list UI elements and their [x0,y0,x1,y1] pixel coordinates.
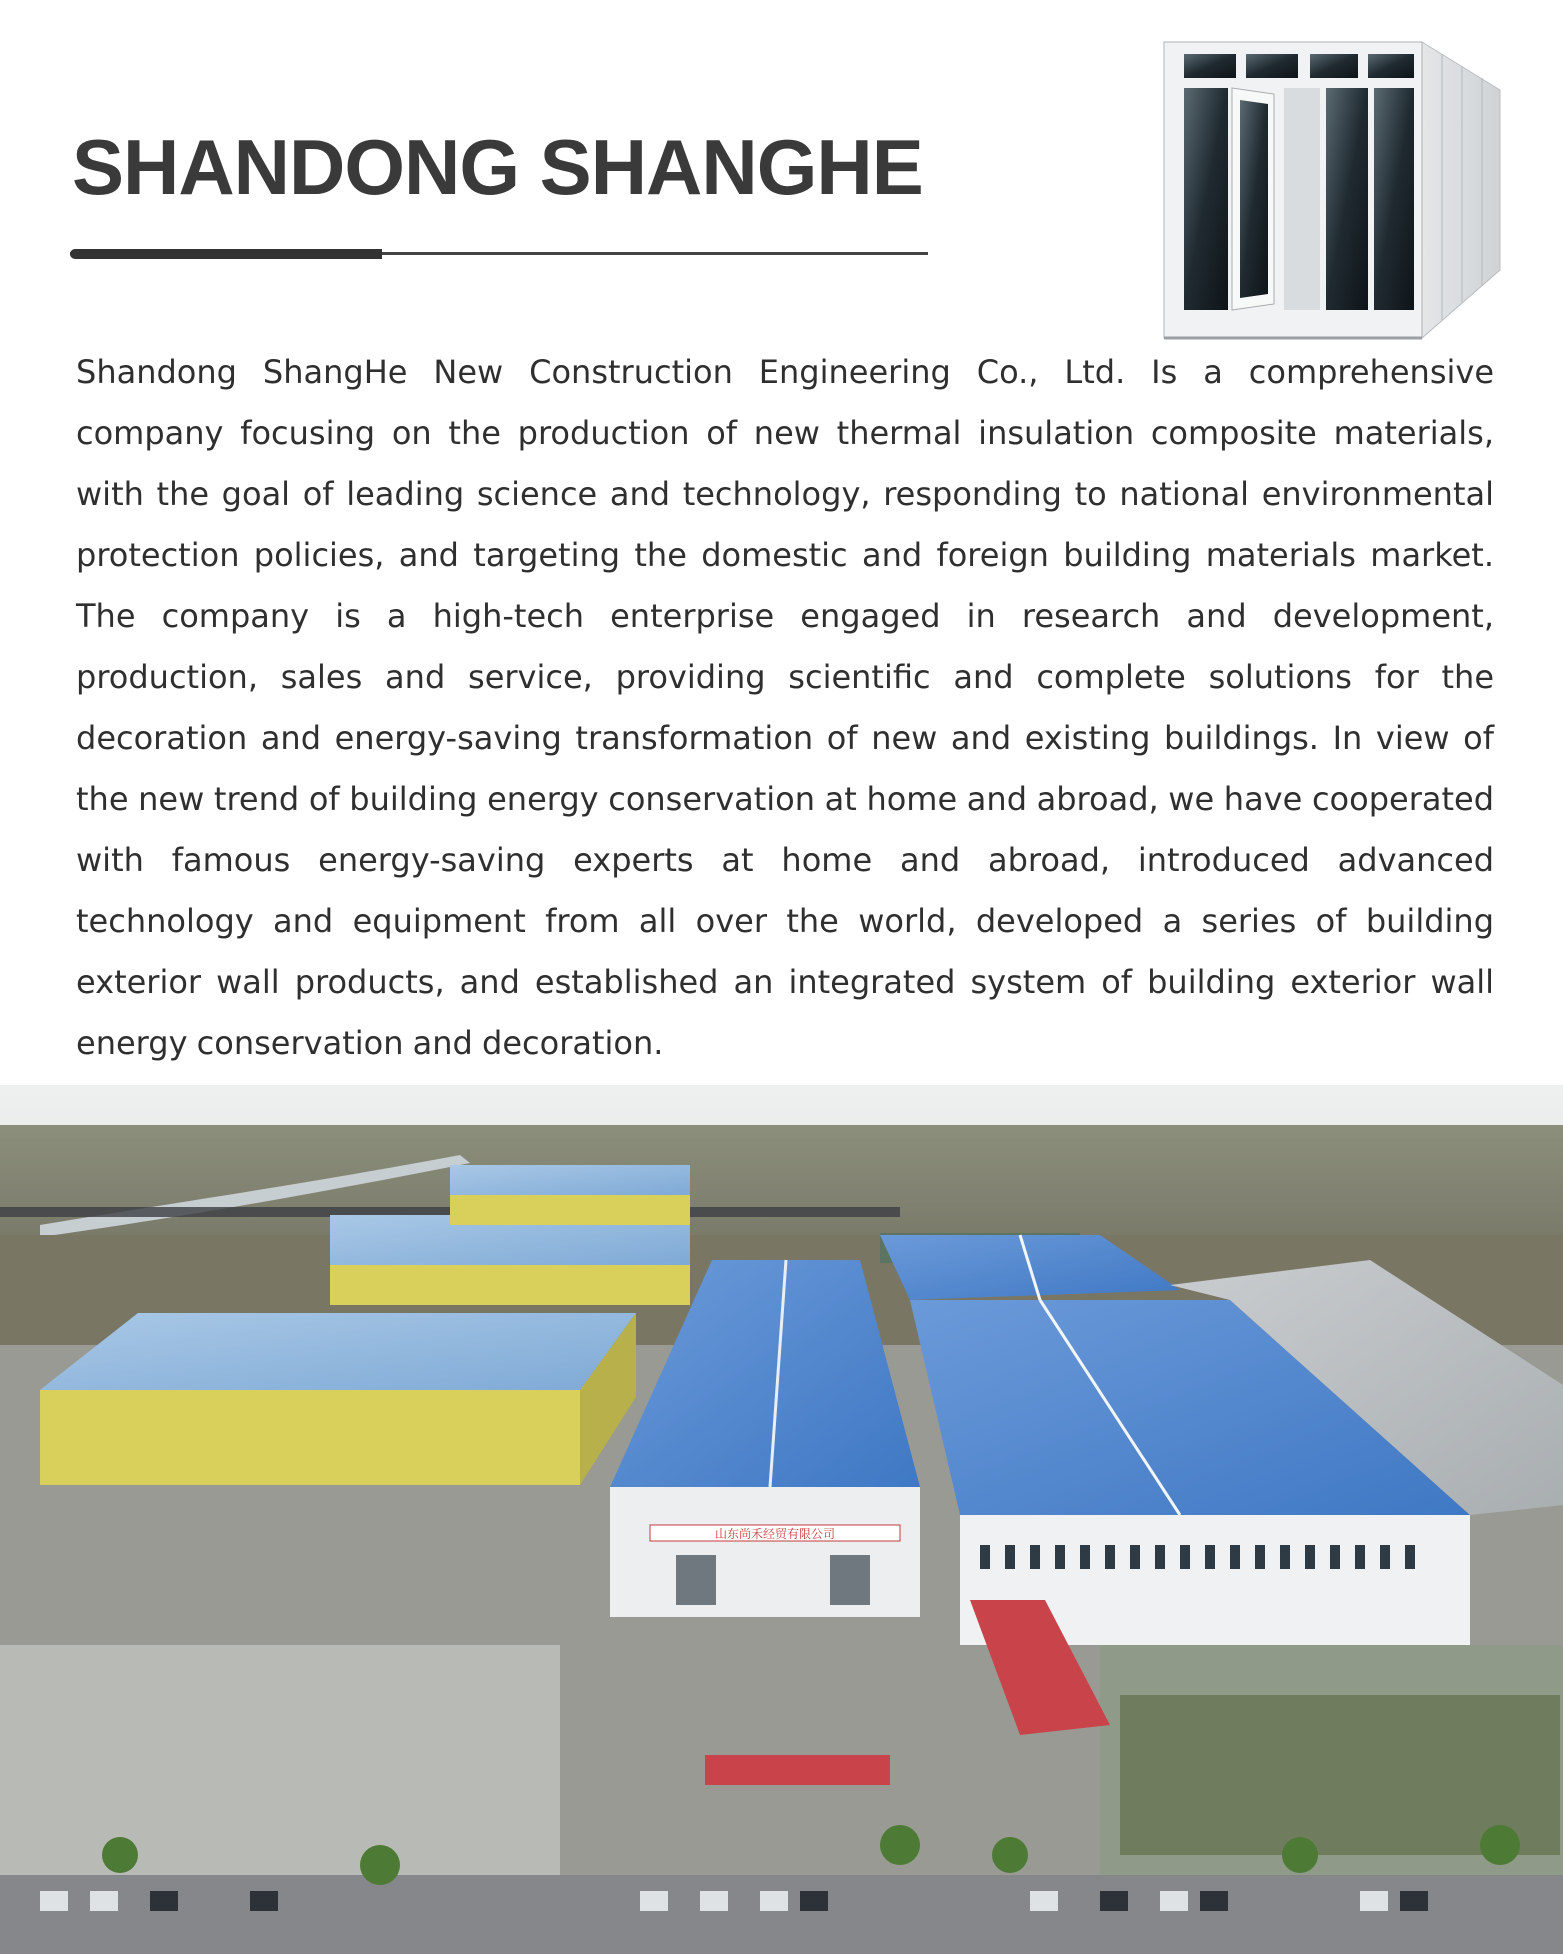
title-divider-accent [70,249,382,259]
company-description: Shandong ShangHe New Construction Engineering Co., Ltd. Is a comprehensive company focusing on the production of new thermal insulation composite materials, with the goal of leading science and technology, responding to national environmental protection policies, and targeting the domestic and foreign building materials market. The company is a high-tech enterprise engaged in research and development, production, sales and service, providing scientific and complete solutions for the decoration and energy-saving transformation of new and existing buildings. In view of the new trend of building energy conservation at home and abroad, we have cooperated with famous energy-saving experts at home and abroad, introduced advanced technology and equipment from all over the world, developed a series of building exterior wall products, and established an integrated system of building exterior wall energy conservation and decoration. [76,353,1494,1062]
factory-aerial-photo [0,1085,1563,1954]
company-title: SHANDONG SHANGHE [72,123,923,211]
factory-sign-text: 山东尚禾经贸有限公司 [714,1527,836,1541]
container-house-photo [1160,38,1506,350]
